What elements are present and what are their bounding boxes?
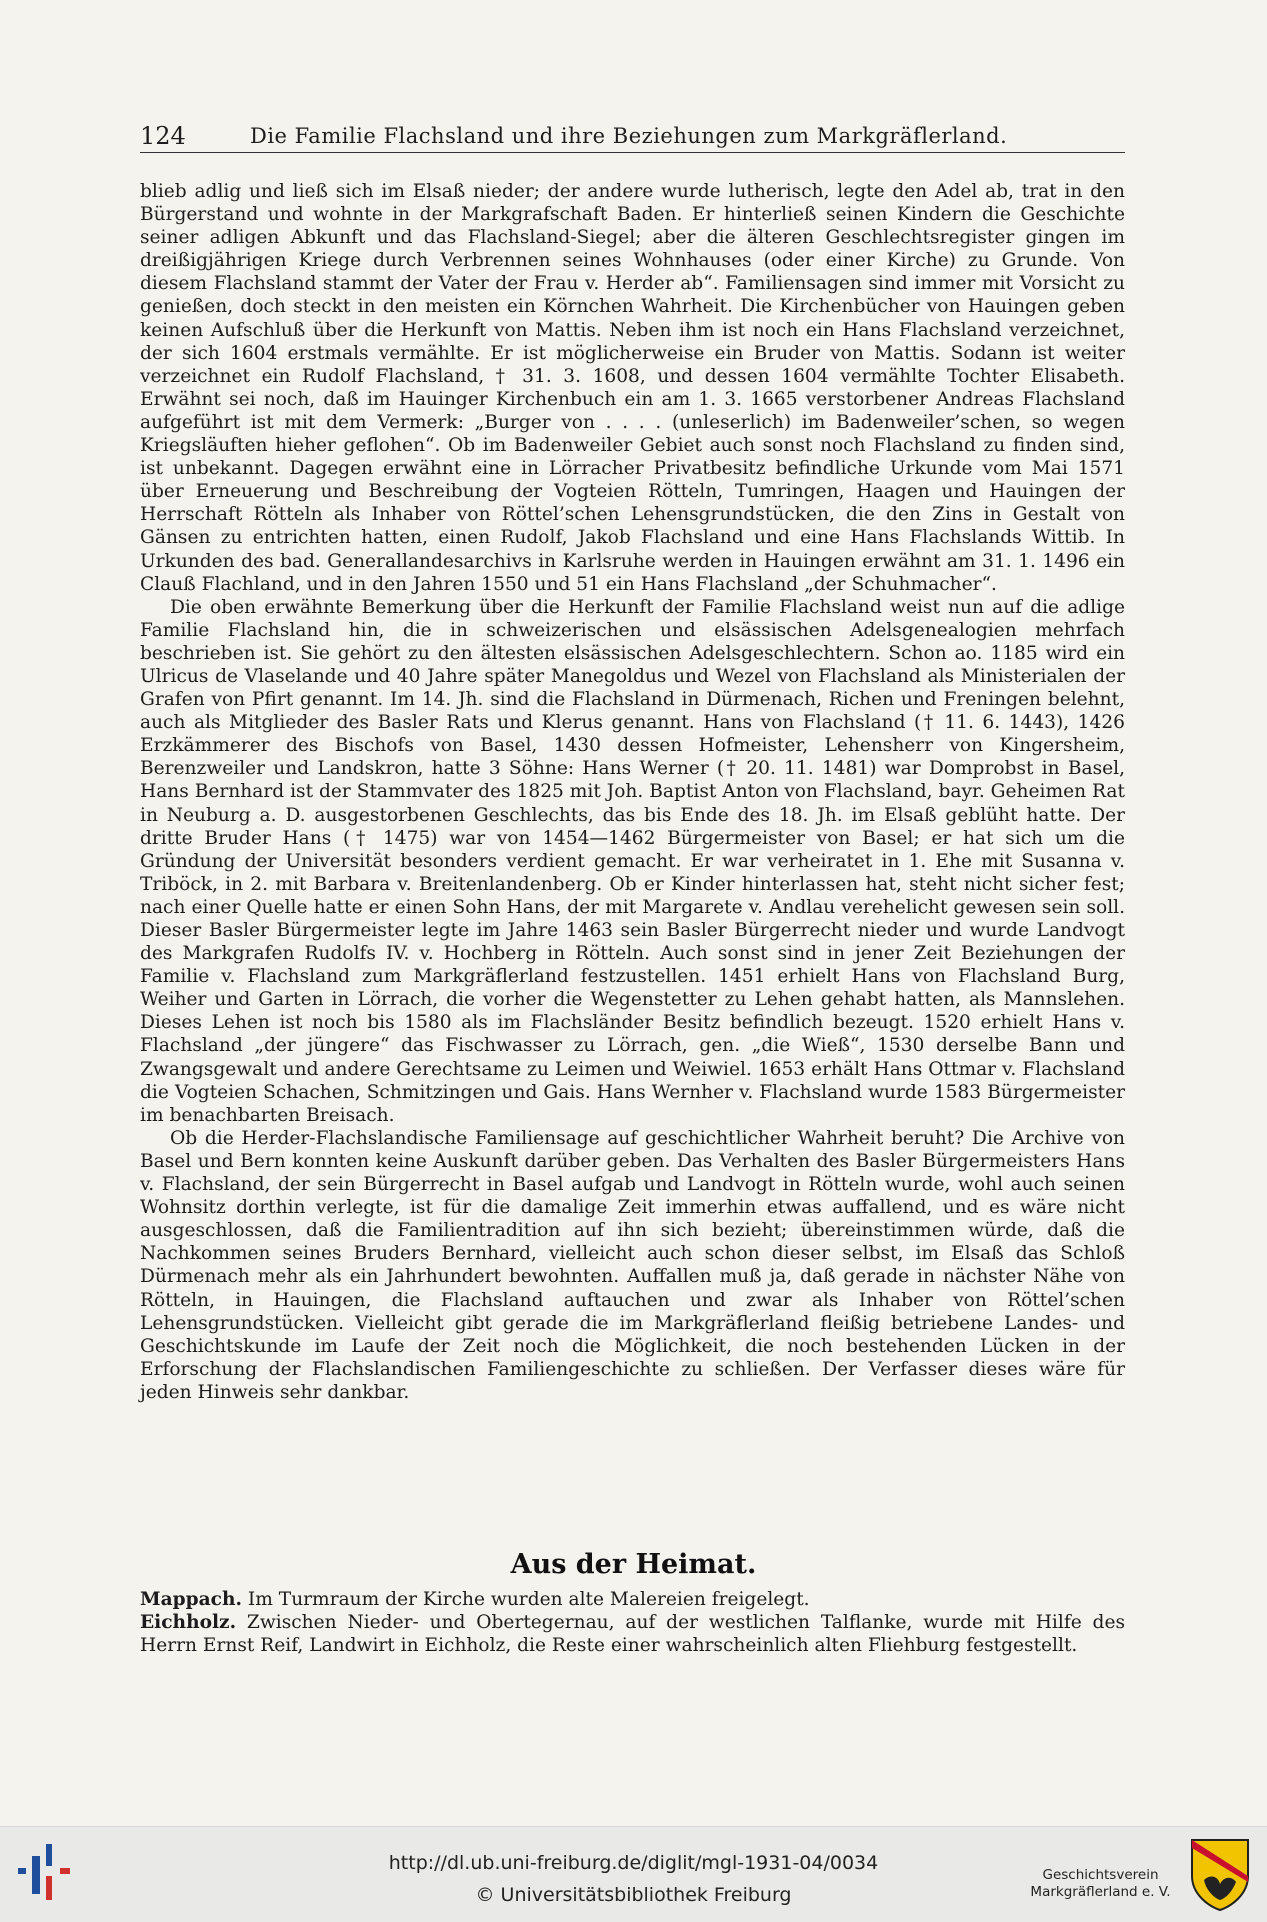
- article-body: [140, 180, 1125, 1404]
- note-text: Im Turmraum der Kirche wurden alte Malereien freigelegt.: [242, 1589, 810, 1610]
- copyright-notice: © Universitätsbibliothek Freiburg: [475, 1884, 792, 1906]
- section-title: Aus der Heimat.: [510, 1549, 757, 1580]
- note-mappach: [140, 1588, 1125, 1611]
- paragraph-1: blieb adlig und ließ sich im Elsaß nieder; der andere wurde lutherisch, legte den Adel ab, trat in den Bürgerstand und wohnte in der Markgrafschaft Baden. Er hinterließ seinen Kindern die Geschichte seiner adligen Abkunft und das Flachsland-Siegel; aber die älteren Geschlechtsregister gingen im dreißigjährigen Kriege durch Verbrennen seines Wohnhauses (oder einer Kirche) zu Grunde. Von diesem Flachsland stammt der Vater der Frau v. Herder ab“. Familiensagen sind immer mit Vorsicht zu genießen, doch steckt in den meisten ein Körnchen Wahrheit. Die Kirchenbücher von Hauingen geben keinen Aufschluß über die Herkunft von Mattis. Neben ihm ist noch ein Hans Flachsland verzeichnet, der sich 1604 erstmals vermählte. Er ist möglicherweise ein Bruder von Mattis. Sodann ist weiter verzeichnet ein Rudolf Flachsland, † 31. 3. 1608, und dessen 1604 vermählte Tochter Elisabeth. Erwähnt sei noch, daß im Hauinger Kirchenbuch ein am 1. 3. 1665 verstorbener Andreas Flachsland aufgeführt ist mit dem Vermerk: „Burger von . . . . (unleserlich) im Badenweiler’schen, so wegen Kriegsläuften hieher geflohen“. Ob im Badenweiler Gebiet auch sonst noch Flachsland zu finden sind, ist unbekannt. Dagegen erwähnt eine in Lörracher Privatbesitz befindliche Urkunde vom Mai 1571 über Erneuerung und Beschreibung der Vogteien Rötteln, Tumringen, Haagen und Hauingen der Herrschaft Rötteln als Inhaber von Röttel’schen Lehensgrundstücken, die den Zins in Gestalt von Gänsen zu entrichten hatten, einen Rudolf, Jakob Flachsland und eine Hans Flachslands Wittib. In Urkunden des bad. Generallandesarchivs in Karlsruhe werden in Hauingen erwähnt am 31. 1. 1496 ein Clauß Flachland, und in den Jahren 1550 und 51 ein Hans Flachsland „der Schuhmacher“.: [140, 181, 1125, 595]
- note-place: Eichholz.: [140, 1612, 237, 1634]
- coat-of-arms-icon: [1188, 1836, 1252, 1912]
- page-header: [140, 118, 1125, 153]
- society-name: [1018, 1867, 1183, 1901]
- note-eichholz: [140, 1611, 1125, 1657]
- society-line-1: Geschichtsverein: [1042, 1867, 1159, 1883]
- note-place: Mappach.: [140, 1589, 242, 1610]
- permalink-url[interactable]: http://dl.ub.uni-freiburg.de/diglit/mgl-1931-04/0034: [388, 1852, 879, 1874]
- paragraph-2: Die oben erwähnte Bemerkung über die Herkunft der Familie Flachsland weist nun auf die adlige Familie Flachsland hin, die in schweizerischen und elsässischen Adelsgenealogien mehrfach beschrieben ist. Sie gehört zu den ältesten elsässischen Adelsgeschlechtern. Schon ao. 1185 wird ein Ulricus de Vlaselande und 40 Jahre später Manegoldus und Wezel von Flachsland als Ministerialen der Grafen von Pfirt genannt. Im 14. Jh. sind die Flachsland in Dürmenach, Richen und Freningen belehnt, auch als Mitglieder des Basler Rats und Klerus genannt. Hans von Flachsland († 11. 6. 1443), 1426 Erzkämmerer des Bischofs von Basel, 1430 dessen Hofmeister, Lehensherr von Kingersheim, Berenzweiler und Landskron, hatte 3 Söhne: Hans Werner († 20. 11. 1481) war Domprobst in Basel, Hans Bernhard ist der Stammvater des 1825 mit Joh. Baptist Anton von Flachsland, bayr. Geheimen Rat in Neuburg a. D. ausgestorbenen Geschlechts, das bis Ende des 18. Jh. im Elsaß geblüht hatte. Der dritte Bruder Hans († 1475) war von 1454—1462 Bürgermeister von Basel; er hat sich um die Gründung der Universität besonders verdient gemacht. Er war verheiratet in 1. Ehe mit Susanna v. Triböck, in 2. mit Barbara v. Breitenlandenberg. Ob er Kinder hinterlassen hat, steht nicht sicher fest; nach einer Quelle hatte er einen Sohn Hans, der mit Margarete v. Andlau verehelicht gewesen sein soll. Dieser Basler Bürgermeister legte im Jahre 1463 sein Basler Bürgerrecht nieder und wurde Landvogt des Markgrafen Rudolfs IV. v. Hochberg in Rötteln. Auch sonst sind in jener Zeit Beziehungen der Familie v. Flachsland zum Markgräflerland festzustellen. 1451 erhielt Hans von Flachsland Burg, Weiher und Garten in Lörrach, die vorher die Wegenstetter zu Lehen gehabt hatten, als Mannslehen. Dieses Lehen ist noch bis 1580 als im Flachsländer Besitz befindlich bezeugt. 1520 erhielt Hans v. Flachsland „der jüngere“ das Fischwasser zu Lörrach, gen. „die Wieß“, 1530 derselbe Bann und Zwangsgewalt und andere Gerechtsame zu Leimen und Weiwiel. 1653 erhält Hans Ottmar v. Flachsland die Vogteien Schachen, Schmitzingen und Gais. Hans Wernher v. Flachsland wurde 1583 Bürgermeister im benachbarten Breisach.: [140, 596, 1125, 1126]
- local-notes: [140, 1588, 1125, 1657]
- paragraph-3: Ob die Herder-Flachslandische Familiensage auf geschichtlicher Wahrheit beruht? Die Archive von Basel und Bern konnten keine Auskunft darüber geben. Das Verhalten des Basler Bürgermeisters Hans v. Flachsland, der sein Bürgerrecht in Basel aufgab und Landvogt in Rötteln wurde, wohl auch seinen Wohnsitz dorthin verlegte, ist für die damalige Zeit immerhin etwas auffallend, und es wäre nicht ausgeschlossen, daß die Familientradition auf ihn sich bezieht; übereinstimmen würde, daß die Nachkommen seines Bruders Bernhard, vielleicht auch schon dieser selbst, im Elsaß das Schloß Dürmenach mehr als ein Jahrhundert bewohnten. Auffallen muß ja, daß gerade in nächster Nähe von Rötteln, in Hauingen, die Flachsland auftauchen und zwar als Inhaber von Röttel’schen Lehensgrundstücken. Vielleicht gibt gerade die im Markgräflerland fleißig betriebene Landes- und Geschichtskunde im Laufe der Zeit noch die Möglichkeit, die noch bestehenden Lücken in der Erforschung der Flachslandischen Familiengeschichte zu schließen. Der Verfasser dieses wäre für jeden Hinweis sehr dankbar.: [140, 1127, 1125, 1403]
- page-number: 124: [140, 122, 186, 150]
- society-line-2: Markgräflerland e. V.: [1030, 1884, 1171, 1900]
- note-text: Zwischen Nieder- und Obertegernau, auf der westlichen Talflanke, wurde mit Hilfe des Herrn Ernst Reif, Landwirt in Eichholz, die Reste einer wahrscheinlich alten Fliehburg festgestellt.: [140, 1612, 1125, 1657]
- running-title: Die Familie Flachsland und ihre Beziehungen zum Markgräflerland.: [250, 124, 1008, 148]
